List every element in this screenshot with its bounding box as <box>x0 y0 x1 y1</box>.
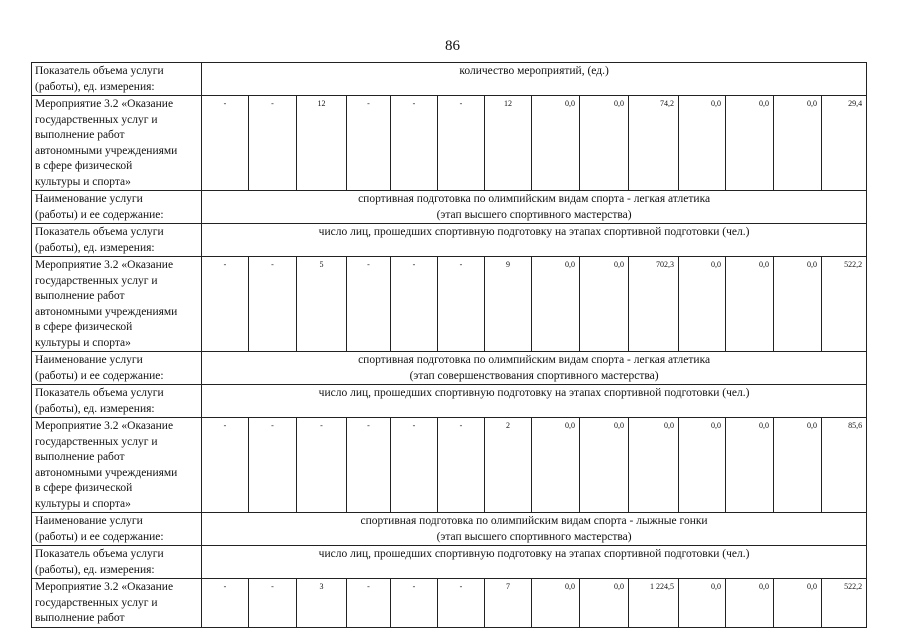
value-cell: 0,0 <box>726 579 774 628</box>
label-line: выполнение работ <box>35 612 125 624</box>
label-line: культуры и спорта» <box>35 336 131 349</box>
indicator-description-cell <box>202 385 867 418</box>
label-line: в сфере физической <box>35 160 133 172</box>
event-label-cell <box>32 418 202 513</box>
indicator-row <box>32 385 867 418</box>
label-line: Мероприятие 3.2 «Оказание <box>35 98 174 110</box>
value-cell: 0,0 <box>679 418 726 513</box>
event-label-cell <box>32 257 202 352</box>
label-line: автономными учреждениями <box>35 144 178 157</box>
value-cell: 522,2 <box>822 257 867 352</box>
label-line: культуры и спорта» <box>35 175 131 188</box>
value-cell: - <box>202 96 249 191</box>
value-cell: - <box>347 579 391 628</box>
value-cell: 5 <box>297 257 347 352</box>
value-cell: 74,2 <box>629 96 679 191</box>
event-row <box>32 96 867 191</box>
service-description-cell <box>202 513 867 546</box>
description-line: (этап высшего спортивного мастерства) <box>436 208 632 221</box>
label-line: в сфере физической <box>35 321 133 333</box>
value-cell: 0,0 <box>679 96 726 191</box>
value-cell: - <box>391 579 438 628</box>
value-cell: 0,0 <box>679 579 726 628</box>
label-line: Показатель объема услуги <box>35 548 164 560</box>
value-cell: 1 224,5 <box>629 579 679 628</box>
label-line: государственных услуг и <box>35 113 158 126</box>
value-cell: 29,4 <box>822 96 867 191</box>
label-line: Наименование услуги <box>35 354 143 366</box>
label-line: Мероприятие 3.2 «Оказание <box>35 581 174 593</box>
event-label-cell <box>32 96 202 191</box>
label-line: (работы), ед. измерения: <box>35 402 155 415</box>
value-cell: 0,0 <box>774 96 822 191</box>
value-cell: 12 <box>297 96 347 191</box>
service-row <box>32 513 867 546</box>
event-row <box>32 257 867 352</box>
label-line: в сфере физической <box>35 482 133 494</box>
label-line: государственных услуг и <box>35 274 158 287</box>
label-line: Мероприятие 3.2 «Оказание <box>35 259 174 271</box>
description-line: (этап высшего спортивного мастерства) <box>436 530 632 543</box>
value-cell: 0,0 <box>774 257 822 352</box>
label-line: культуры и спорта» <box>35 497 131 510</box>
value-cell: - <box>347 418 391 513</box>
indicator-description-cell <box>202 224 867 257</box>
description-line: число лиц, прошедших спортивную подготовку на этапах спортивной подготовки (чел.) <box>318 548 750 560</box>
label-line: (работы), ед. измерения: <box>35 241 155 254</box>
value-cell: 702,3 <box>629 257 679 352</box>
service-label-cell <box>32 352 202 385</box>
indicator-label-cell <box>32 546 202 579</box>
value-cell: 12 <box>485 96 532 191</box>
description-line: спортивная подготовка по олимпийским видам спорта - лыжные гонки <box>360 515 708 527</box>
value-cell: - <box>249 96 297 191</box>
label-line: (работы) и ее содержание: <box>35 530 164 543</box>
label-line: Мероприятие 3.2 «Оказание <box>35 420 174 432</box>
description-line: (этап совершенствования спортивного мастерства) <box>409 369 659 382</box>
indicator-row <box>32 63 867 96</box>
value-cell: 0,0 <box>532 257 580 352</box>
label-line: (работы) и ее содержание: <box>35 369 164 382</box>
indicator-label-cell <box>32 63 202 96</box>
description-line: спортивная подготовка по олимпийским видам спорта - легкая атлетика <box>358 193 711 205</box>
value-cell: 0,0 <box>726 257 774 352</box>
service-description-cell <box>202 352 867 385</box>
value-cell: - <box>391 418 438 513</box>
label-line: автономными учреждениями <box>35 305 178 318</box>
label-line: (работы), ед. измерения: <box>35 563 155 576</box>
event-row <box>32 579 867 628</box>
indicator-label-cell <box>32 224 202 257</box>
label-line: выполнение работ <box>35 451 125 463</box>
page-number: 86 <box>445 38 460 54</box>
value-cell: 85,6 <box>822 418 867 513</box>
indicator-description-cell <box>202 63 867 96</box>
value-cell: 0,0 <box>580 418 629 513</box>
label-line: выполнение работ <box>35 129 125 141</box>
value-cell: - <box>347 257 391 352</box>
value-cell: - <box>202 579 249 628</box>
label-line: (работы), ед. измерения: <box>35 80 155 93</box>
value-cell: 0,0 <box>580 257 629 352</box>
value-cell: - <box>297 418 347 513</box>
value-cell: - <box>347 96 391 191</box>
label-line: автономными учреждениями <box>35 466 178 479</box>
value-cell: - <box>249 579 297 628</box>
indicator-description-cell <box>202 546 867 579</box>
label-line: государственных услуг и <box>35 596 158 609</box>
value-cell: 0,0 <box>774 418 822 513</box>
value-cell: - <box>202 418 249 513</box>
service-description-cell <box>202 191 867 224</box>
indicator-row <box>32 224 867 257</box>
event-label-cell <box>32 579 202 628</box>
value-cell: - <box>438 96 485 191</box>
value-cell: - <box>438 579 485 628</box>
description-line: спортивная подготовка по олимпийским видам спорта - легкая атлетика <box>358 354 711 366</box>
value-cell: 0,0 <box>629 418 679 513</box>
label-line: (работы) и ее содержание: <box>35 208 164 221</box>
value-cell: 0,0 <box>580 579 629 628</box>
label-line: государственных услуг и <box>35 435 158 448</box>
indicator-label-cell <box>32 385 202 418</box>
description-line: число лиц, прошедших спортивную подготовку на этапах спортивной подготовки (чел.) <box>318 226 750 238</box>
value-cell: 0,0 <box>580 96 629 191</box>
description-line: количество мероприятий, (ед.) <box>459 65 609 77</box>
value-cell: - <box>249 257 297 352</box>
value-cell: - <box>438 418 485 513</box>
description-line: число лиц, прошедших спортивную подготовку на этапах спортивной подготовки (чел.) <box>318 387 750 399</box>
value-cell: - <box>202 257 249 352</box>
label-line: Показатель объема услуги <box>35 387 164 399</box>
label-line: Наименование услуги <box>35 193 143 205</box>
value-cell: - <box>391 96 438 191</box>
value-cell: 0,0 <box>532 579 580 628</box>
label-line: Наименование услуги <box>35 515 143 527</box>
value-cell: 3 <box>297 579 347 628</box>
value-cell: 0,0 <box>774 579 822 628</box>
services-table <box>31 62 867 628</box>
service-row <box>32 191 867 224</box>
label-line: Показатель объема услуги <box>35 226 164 238</box>
value-cell: - <box>438 257 485 352</box>
label-line: выполнение работ <box>35 290 125 302</box>
value-cell: - <box>391 257 438 352</box>
value-cell: 0,0 <box>726 418 774 513</box>
value-cell: 9 <box>485 257 532 352</box>
value-cell: 2 <box>485 418 532 513</box>
event-row <box>32 418 867 513</box>
service-label-cell <box>32 513 202 546</box>
value-cell: - <box>249 418 297 513</box>
label-line: Показатель объема услуги <box>35 65 164 77</box>
value-cell: 0,0 <box>679 257 726 352</box>
value-cell: 522,2 <box>822 579 867 628</box>
value-cell: 0,0 <box>532 418 580 513</box>
value-cell: 0,0 <box>726 96 774 191</box>
service-label-cell <box>32 191 202 224</box>
service-row <box>32 352 867 385</box>
indicator-row <box>32 546 867 579</box>
value-cell: 7 <box>485 579 532 628</box>
value-cell: 0,0 <box>532 96 580 191</box>
